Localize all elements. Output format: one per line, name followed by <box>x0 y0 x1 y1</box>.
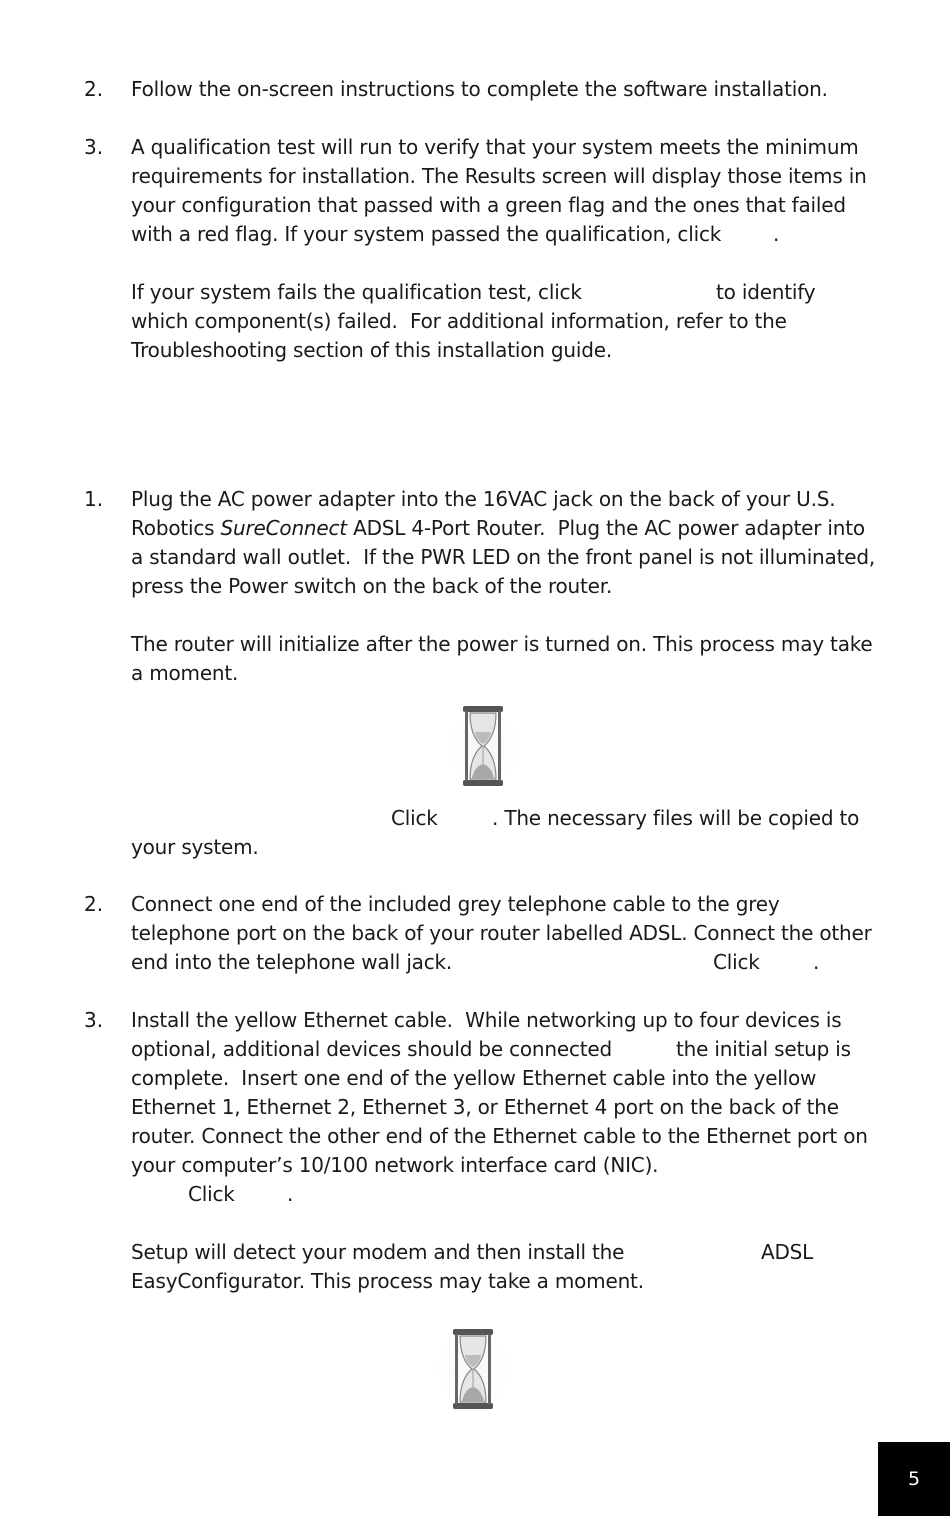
step-text: router. Connect the other end of the Ethernet cable to the Ethernet port on <box>131 1124 868 1148</box>
step-text: Click <box>188 1182 235 1206</box>
step-text: your computer’s 10/100 network interface card (NIC). <box>131 1153 659 1177</box>
step-text: . The necessary files will be copied to <box>492 806 860 830</box>
page-number: 5 <box>878 1442 950 1516</box>
step-text: Plug the AC power adapter into the 16VAC jack on the back of your U.S. <box>131 487 836 511</box>
paragraph-text: which component(s) failed. For additional information, refer to the <box>131 309 787 333</box>
hourglass-icon <box>438 702 528 796</box>
step-text: A qualification test will run to verify that your system meets the minimum <box>131 135 859 159</box>
step-number: 2. <box>84 77 104 101</box>
step-text-part: Robotics <box>131 516 221 540</box>
step-text: Click <box>713 950 760 974</box>
step-text: . <box>813 950 820 974</box>
step-text: with a red flag. If your system passed the qualification, click <box>131 222 722 246</box>
paragraph-text: ADSL <box>761 1240 814 1264</box>
step-text: a standard wall outlet. If the PWR LED on the front panel is not illuminated, <box>131 545 875 569</box>
paragraph-text: Setup will detect your modem and then install the <box>131 1240 625 1264</box>
step-text: press the Power switch on the back of the router. <box>131 574 613 598</box>
paragraph-text: The router will initialize after the power is turned on. This process may take <box>131 632 873 656</box>
paragraph-text: EasyConfigurator. This process may take a moment. <box>131 1269 644 1293</box>
step-text: end into the telephone wall jack. <box>131 950 453 974</box>
step-number: 2. <box>84 892 104 916</box>
hourglass-icon <box>428 1325 518 1419</box>
paragraph-text: a moment. <box>131 661 239 685</box>
step-text: telephone port on the back of your router labelled ADSL. Connect the other <box>131 921 872 945</box>
step-number: 3. <box>84 135 104 159</box>
step-number: 1. <box>84 487 104 511</box>
paragraph-text: to identify <box>716 280 816 304</box>
step-text: Install the yellow Ethernet cable. While networking up to four devices is <box>131 1008 842 1032</box>
step-text: Connect one end of the included grey telephone cable to the grey <box>131 892 780 916</box>
step-text: your configuration that passed with a green flag and the ones that failed <box>131 193 846 217</box>
step-text: Click <box>391 806 438 830</box>
step-text-part: ADSL 4-Port Router. Plug the AC power adapter into <box>346 516 865 540</box>
step-text: your system. <box>131 835 259 859</box>
step-text: Follow the on-screen instructions to complete the software installation. <box>131 77 828 101</box>
step-number: 3. <box>84 1008 104 1032</box>
step-text: . <box>773 222 780 246</box>
product-name: SureConnect <box>220 516 347 540</box>
step-text: the initial setup is <box>676 1037 851 1061</box>
step-text: Ethernet 1, Ethernet 2, Ethernet 3, or Ethernet 4 port on the back of the <box>131 1095 839 1119</box>
step-text: optional, additional devices should be connected <box>131 1037 613 1061</box>
step-text: requirements for installation. The Results screen will display those items in <box>131 164 867 188</box>
step-text: complete. Insert one end of the yellow Ethernet cable into the yellow <box>131 1066 817 1090</box>
step-text: . <box>287 1182 294 1206</box>
step-text <box>131 514 865 543</box>
paragraph-text: If your system fails the qualification test, click <box>131 280 582 304</box>
paragraph-text: Troubleshooting section of this installation guide. <box>131 338 612 362</box>
